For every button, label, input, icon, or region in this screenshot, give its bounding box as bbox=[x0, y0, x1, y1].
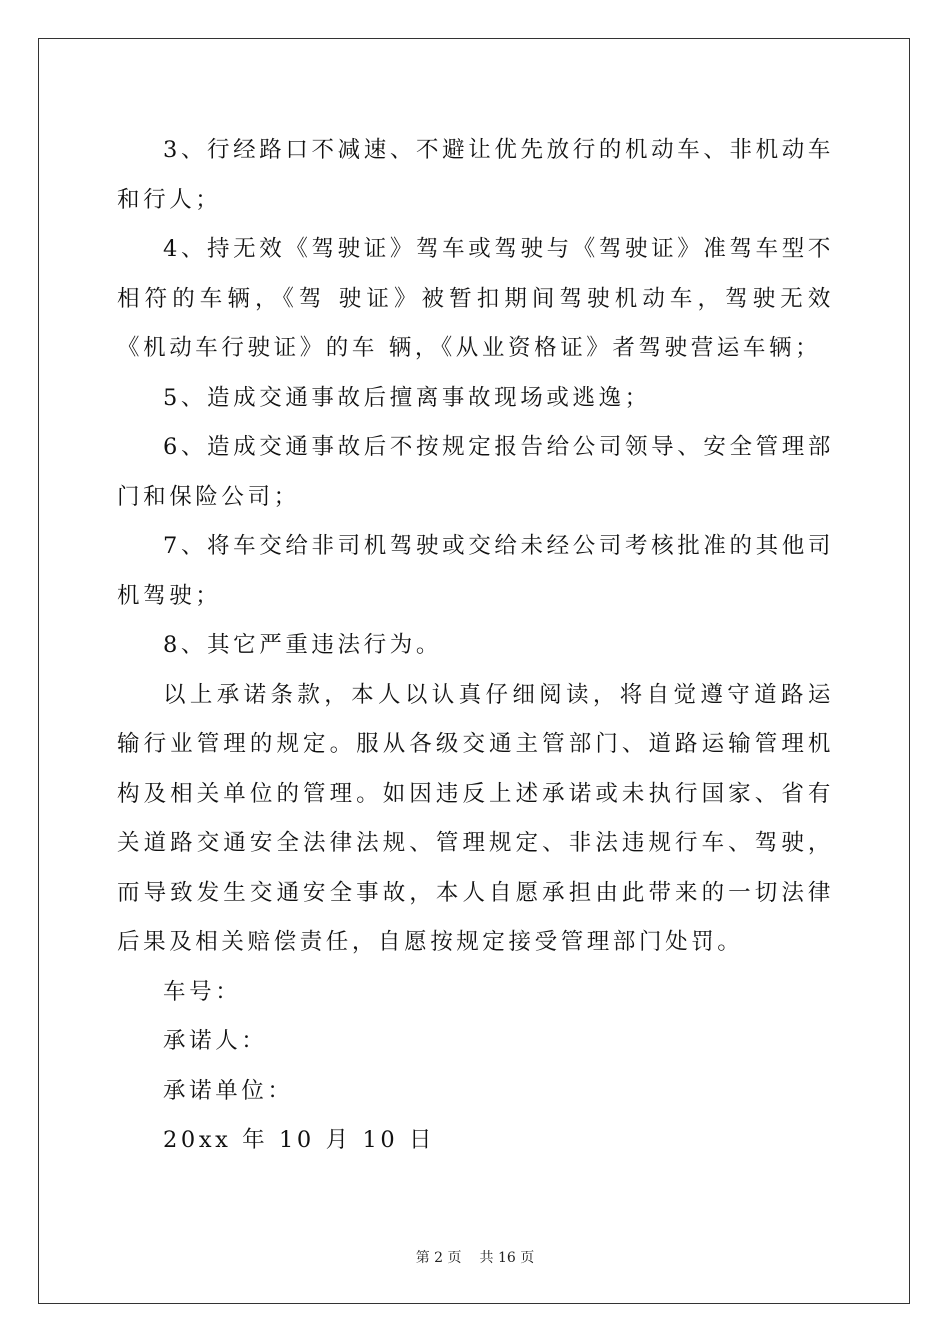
paragraph-item-6: 6、造成交通事故后不按规定报告给公司领导、安全管理部门和保险公司； bbox=[117, 434, 834, 510]
document-body bbox=[117, 126, 834, 1166]
paragraph-item-4: 4、持无效《驾驶证》驾车或驾驶与《驾驶证》准驾车型不相符的车辆，《驾 驶证》被暂扣期间驾驶机动车，驾驶无效《机动车行驶证》的车 辆，《从业资格证》者驾驶营运车辆； bbox=[117, 236, 834, 361]
paragraph-item-7: 7、将车交给非司机驾驶或交给未经公司考核批准的其他司机驾驶； bbox=[117, 533, 834, 609]
vehicle-number-label: 车号： bbox=[163, 978, 242, 1005]
page-number: 第 2 页 bbox=[415, 1250, 462, 1266]
pledge-statement: 以上承诺条款，本人以认真仔细阅读，将自觉遵守道路运输行业管理的规定。服从各级交通主管部门、道路运输管理机构及相关单位的管理。如因违反上述承诺或未执行国家、省有关道路交通安全法律法规、管理规定、非法违规行车、驾驶，而导致发生交通安全事故，本人自愿承担由此带来的一切法律后果及相关赔偿责任，自愿按规定接受管理部门处罚。 bbox=[117, 681, 834, 955]
total-pages: 共 16 页 bbox=[479, 1250, 535, 1266]
paragraph-item-5: 5、造成交通事故后擅离事故现场或逃逸； bbox=[163, 384, 651, 411]
paragraph-item-3: 3、行经路口不减速、不避让优先放行的机动车、非机动车和行人； bbox=[117, 137, 834, 213]
paragraph-item-8: 8、其它严重违法行为。 bbox=[163, 632, 442, 658]
pledger-label: 承诺人： bbox=[163, 1028, 268, 1054]
page-footer bbox=[0, 1247, 950, 1267]
pledging-unit-label: 承诺单位： bbox=[163, 1077, 294, 1104]
document-date: 20xx 年 10 月 10 日 bbox=[163, 1127, 436, 1153]
